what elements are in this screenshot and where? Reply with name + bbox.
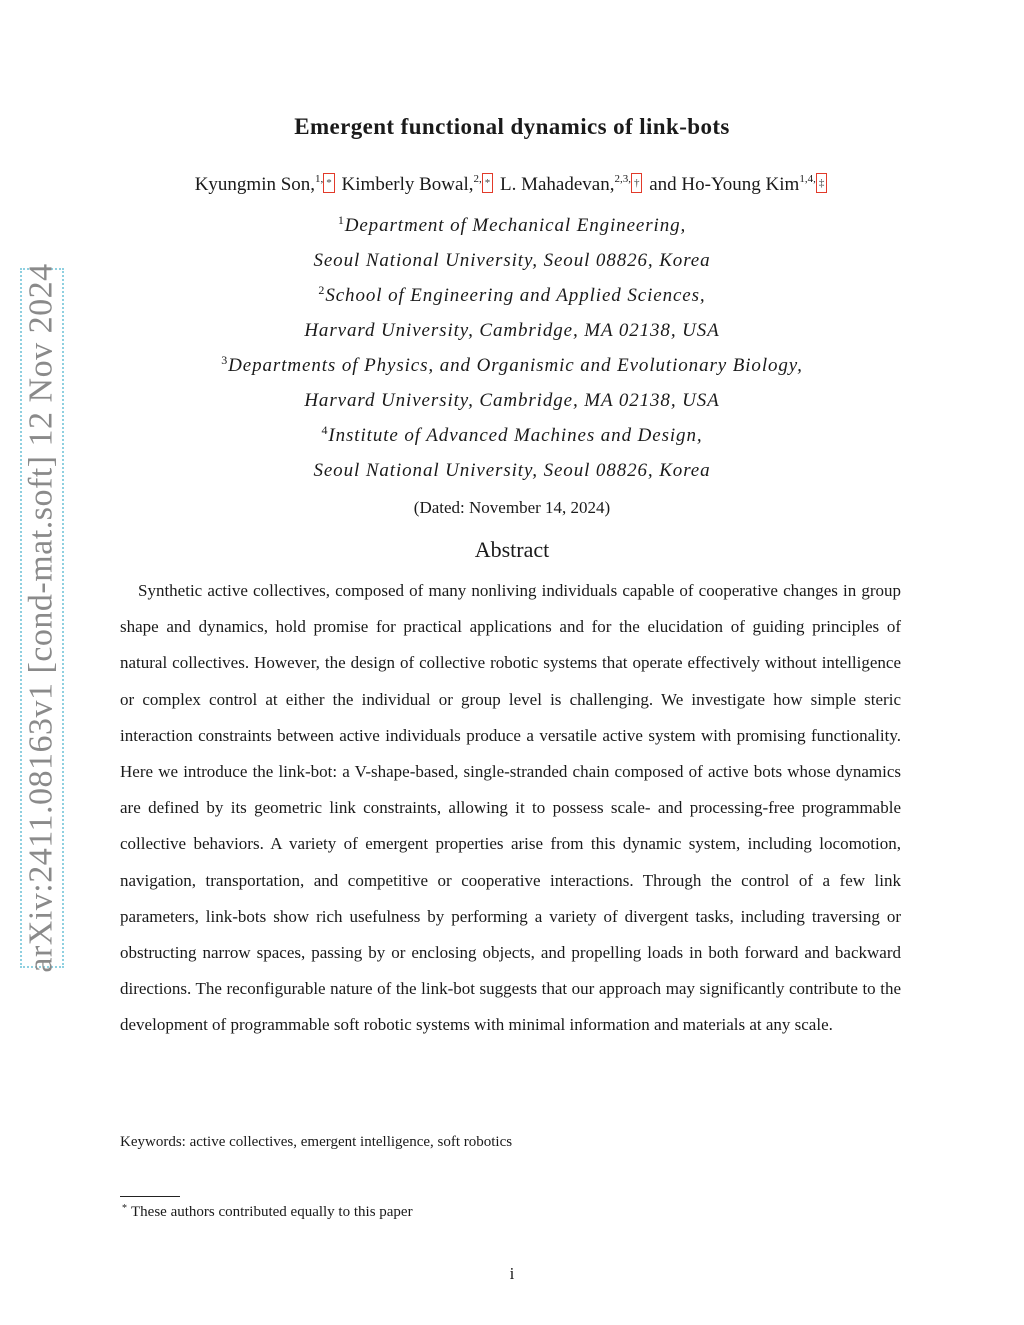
affiliation-number: 4 [321, 423, 329, 437]
affiliation-number: 2 [318, 283, 326, 297]
footnote-mark: * [122, 1203, 127, 1214]
author-name: L. Mahadevan, [499, 174, 615, 195]
abstract-heading: Abstract [474, 537, 550, 562]
author-affiliation-number: 1, [315, 173, 324, 185]
affiliation-4-line2: Seoul National University, Seoul 08826, Korea [313, 460, 711, 481]
footnote [122, 1204, 413, 1221]
paper-title: Emergent functional dynamics of link-bots [294, 114, 730, 139]
affiliation-1-line1 [0, 215, 1024, 237]
keywords-line: Keywords: active collectives, emergent intelligence, soft robotics [120, 1134, 513, 1150]
footnote-link[interactable]: † [631, 173, 643, 193]
footnote-link[interactable]: * [482, 173, 494, 193]
author-name: Kimberly Bowal, [341, 174, 474, 195]
affiliation-text: Department of Mechanical Engineering, [344, 215, 687, 236]
author-name: and Ho-Young Kim [649, 174, 800, 195]
affiliation-2-line2: Harvard University, Cambridge, MA 02138, USA [304, 320, 720, 341]
footnote-text: These authors contributed equally to this paper [131, 1204, 413, 1220]
footnote-link[interactable]: ‡ [816, 173, 828, 193]
author-affiliation-number: 2,3, [614, 173, 631, 185]
dated-line: (Dated: November 14, 2024) [413, 498, 611, 517]
affiliation-3-line2: Harvard University, Cambridge, MA 02138, USA [304, 390, 720, 411]
affiliation-number: 1 [337, 213, 345, 227]
page-number: i [509, 1264, 515, 1283]
abstract-body: Synthetic active collectives, composed of many nonliving individuals capable of cooperative changes in group shape and dynamics, hold promise for practical applications and for the elucidation of guiding principles of natural collectives. However, the design of collective robotic systems that operate effectively without intelligence or complex control at either the individual or group level is challenging. We investigate how simple steric interaction constraints between active individuals produce a versatile active system with promising functionality. Here we introduce the link-bot: a V-shape-based, single-stranded chain composed of active bots whose dynamics are defined by its geometric link constraints, allowing it to possess scale- and processing-free programmable collective behaviors. A variety of emergent properties arise from this dynamic system, including locomotion, navigation, transportation, and competitive or cooperative interactions. Through the control of a few link parameters, link-bots show rich usefulness by performing a variety of divergent tasks, including traversing or obstructing narrow spaces, passing by or enclosing objects, and propelling loads in both forward and backward directions. The reconfigurable nature of the link-bot suggests that our approach may significantly contribute to the development of programmable soft robotic systems with minimal information and materials at any scale. [120, 581, 901, 1035]
author-affiliation-number: 1,4, [799, 173, 816, 185]
affiliation-text: Departments of Physics, and Organismic and Evolutionary Biology, [228, 355, 803, 376]
author-affiliation-number: 2, [473, 173, 482, 185]
author-name: Kyungmin Son, [194, 174, 316, 195]
affiliation-3-line1 [0, 355, 1024, 377]
affiliation-number: 3 [221, 353, 229, 367]
footnote-link[interactable]: * [323, 173, 335, 193]
footnote-divider [120, 1196, 180, 1197]
affiliation-text: Institute of Advanced Machines and Design, [328, 425, 703, 446]
affiliation-1-line2: Seoul National University, Seoul 08826, Korea [313, 250, 711, 271]
affiliation-2-line1 [0, 285, 1024, 307]
affiliation-text: School of Engineering and Applied Sciences, [325, 285, 706, 306]
author-list [0, 173, 1024, 196]
affiliation-4-line1 [0, 425, 1024, 447]
arxiv-identifier: arXiv:2411.08163v1 [cond-mat.soft] 12 Nov 2024 [23, 263, 61, 973]
